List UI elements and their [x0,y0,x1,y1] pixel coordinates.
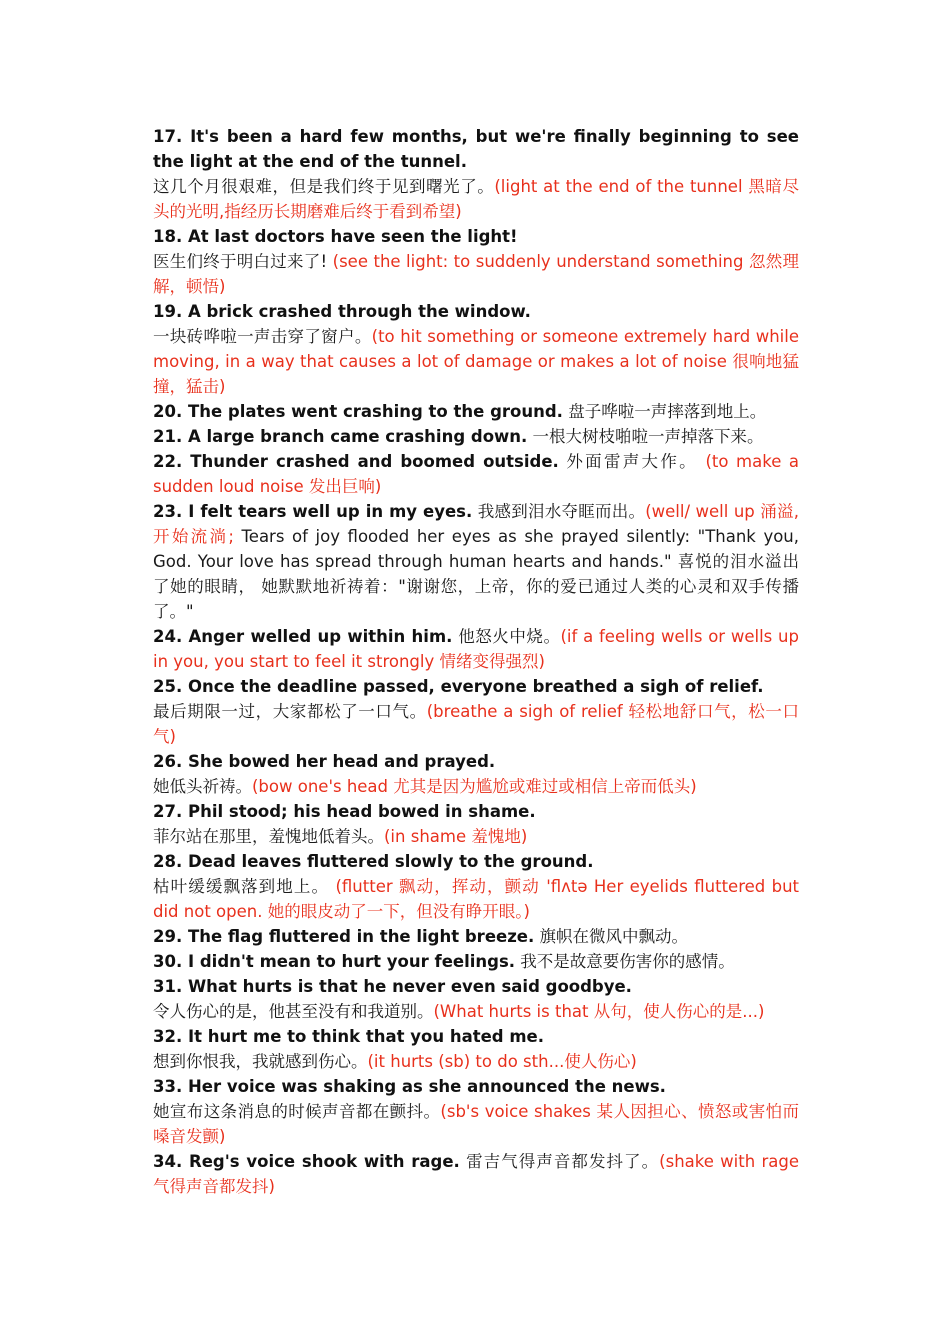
entry-34 [153,1149,799,1199]
entry-chinese: 雷吉气得声音都发抖了。 [459,1152,660,1171]
entry-english: 31. What hurts is that he never even said goodbye. [153,977,632,996]
entry-note: (flutter 飘动，挥动，颤动 'flʌtə Her eyelids fluttered but did not open. 她的眼皮动了一下，但没有睁开眼。) [153,877,799,921]
entry-chinese: 她宣布这条消息的时候声音都在颤抖。 [153,1102,441,1121]
entry-19 [153,299,799,399]
entry-20 [153,399,799,424]
entry-english: 33. Her voice was shaking as she announced the news. [153,1077,666,1096]
entry-25 [153,674,799,749]
entry-english: 27. Phil stood; his head bowed in shame. [153,802,536,821]
entry-chinese: 旗帜在微风中飘动。 [534,927,689,946]
entry-chinese: 枯叶缓缓飘落到地上。 [153,877,330,896]
entry-note: (to make a sudden loud noise 发出巨响) [153,452,800,496]
entry-example: Tears of joy flooded her eyes as she prayed silently: "Thank you, God. Your love has spread through human hearts and hands." 喜悦的泪水溢出了她的眼睛， 她默默地祈祷着："谢谢您，上帝，你的爱已通过人类的心灵和双手传播了。" [153,527,800,621]
entry-note: (if a feeling wells or wells up in you, you start to feel it strongly 情绪变得强烈) [153,627,799,671]
entry-18 [153,224,799,299]
entry-chinese: 菲尔站在那里，羞愧地低着头。 [153,827,384,846]
entry-28 [153,849,799,924]
entry-33 [153,1074,799,1149]
entry-english: 34. Reg's voice shook with rage. [153,1152,460,1171]
entry-23 [153,499,799,624]
entry-24 [153,624,799,674]
entry-chinese: 她低头祈祷。 [153,777,252,796]
entry-english: 18. At last doctors have seen the light! [153,227,518,246]
entry-english: 21. A large branch came crashing down. [153,427,528,446]
entry-english: 29. The flag fluttered in the light breeze. [153,927,535,946]
entry-note: (sb's voice shakes 某人因担心、愤怒或害怕而嗓音发颤) [153,1102,800,1146]
entry-english: 20. The plates went crashing to the ground. [153,402,563,421]
entry-note: (it hurts (sb) to do sth...使人伤心) [367,1052,637,1071]
entry-chinese: 我感到泪水夺眶而出。 [472,502,646,521]
entry-english: 32. It hurt me to think that you hated me. [153,1027,545,1046]
entry-27 [153,799,799,849]
entry-note: (in shame 羞愧地) [384,827,528,846]
entry-chinese: 一块砖哗啦一声击穿了窗户。 [153,327,372,346]
entry-chinese: 我不是故意要伤害你的感情。 [515,952,735,971]
entry-31 [153,974,799,1024]
entry-english: 19. A brick crashed through the window. [153,302,531,321]
entry-30 [153,949,799,974]
entry-chinese: 他怒火中烧。 [452,627,561,646]
entry-note: (light at the end of the tunnel 黑暗尽头的光明,指经历长期磨难后终于看到希望) [153,177,799,221]
entry-17 [153,124,799,224]
entry-chinese: 最后期限一过，大家都松了一口气。 [153,702,427,721]
entry-note: (shake with rage 气得声音都发抖) [153,1152,799,1196]
entry-english: 23. I felt tears well up in my eyes. [153,502,473,521]
entry-note: (What hurts is that 从句，使人伤心的是...) [433,1002,765,1021]
entry-chinese: 外面雷声大作。 [558,452,698,471]
entry-chinese: 这几个月很艰难，但是我们终于见到曙光了。 [153,177,495,196]
entry-21 [153,424,799,449]
entry-chinese: 令人伤心的是，他甚至没有和我道别。 [153,1002,434,1021]
entry-note: (to hit something or someone extremely hard while moving, in a way that causes a lot of damage or makes a lot of noise 很响地猛撞，猛击) [153,327,799,396]
entry-chinese: 一根大树枝啪啦一声掉落下来。 [527,427,764,446]
entry-chinese: 医生们终于明白过来了! [153,252,328,271]
entry-english: 28. Dead leaves fluttered slowly to the ground. [153,852,594,871]
entry-note: (see the light: to suddenly understand something 忽然理解，顿悟) [153,252,799,296]
document-page [153,124,799,1199]
entry-29 [153,924,799,949]
entry-english: 26. She bowed her head and prayed. [153,752,496,771]
entry-english: 24. Anger welled up within him. [153,627,453,646]
entry-22 [153,449,799,499]
entry-english: 25. Once the deadline passed, everyone breathed a sigh of relief. [153,677,764,696]
entry-english: 17. It's been a hard few months, but we're finally beginning to see the light at the end of the tunnel. [153,127,799,171]
entry-32 [153,1024,799,1074]
entry-note: (breathe a sigh of relief 轻松地舒口气，松一口气) [153,702,799,746]
entry-english: 30. I didn't mean to hurt your feelings. [153,952,516,971]
entry-english: 22. Thunder crashed and boomed outside. [153,452,559,471]
entry-chinese: 盘子哗啦一声摔落到地上。 [562,402,767,421]
entry-note: (bow one's head 尤其是因为尴尬或难过或相信上帝而低头) [252,777,697,796]
entry-26 [153,749,799,799]
entry-chinese: 想到你恨我，我就感到伤心。 [153,1052,368,1071]
entry-note: (well/ well up 涌溢, 开始流淌; [153,502,799,546]
